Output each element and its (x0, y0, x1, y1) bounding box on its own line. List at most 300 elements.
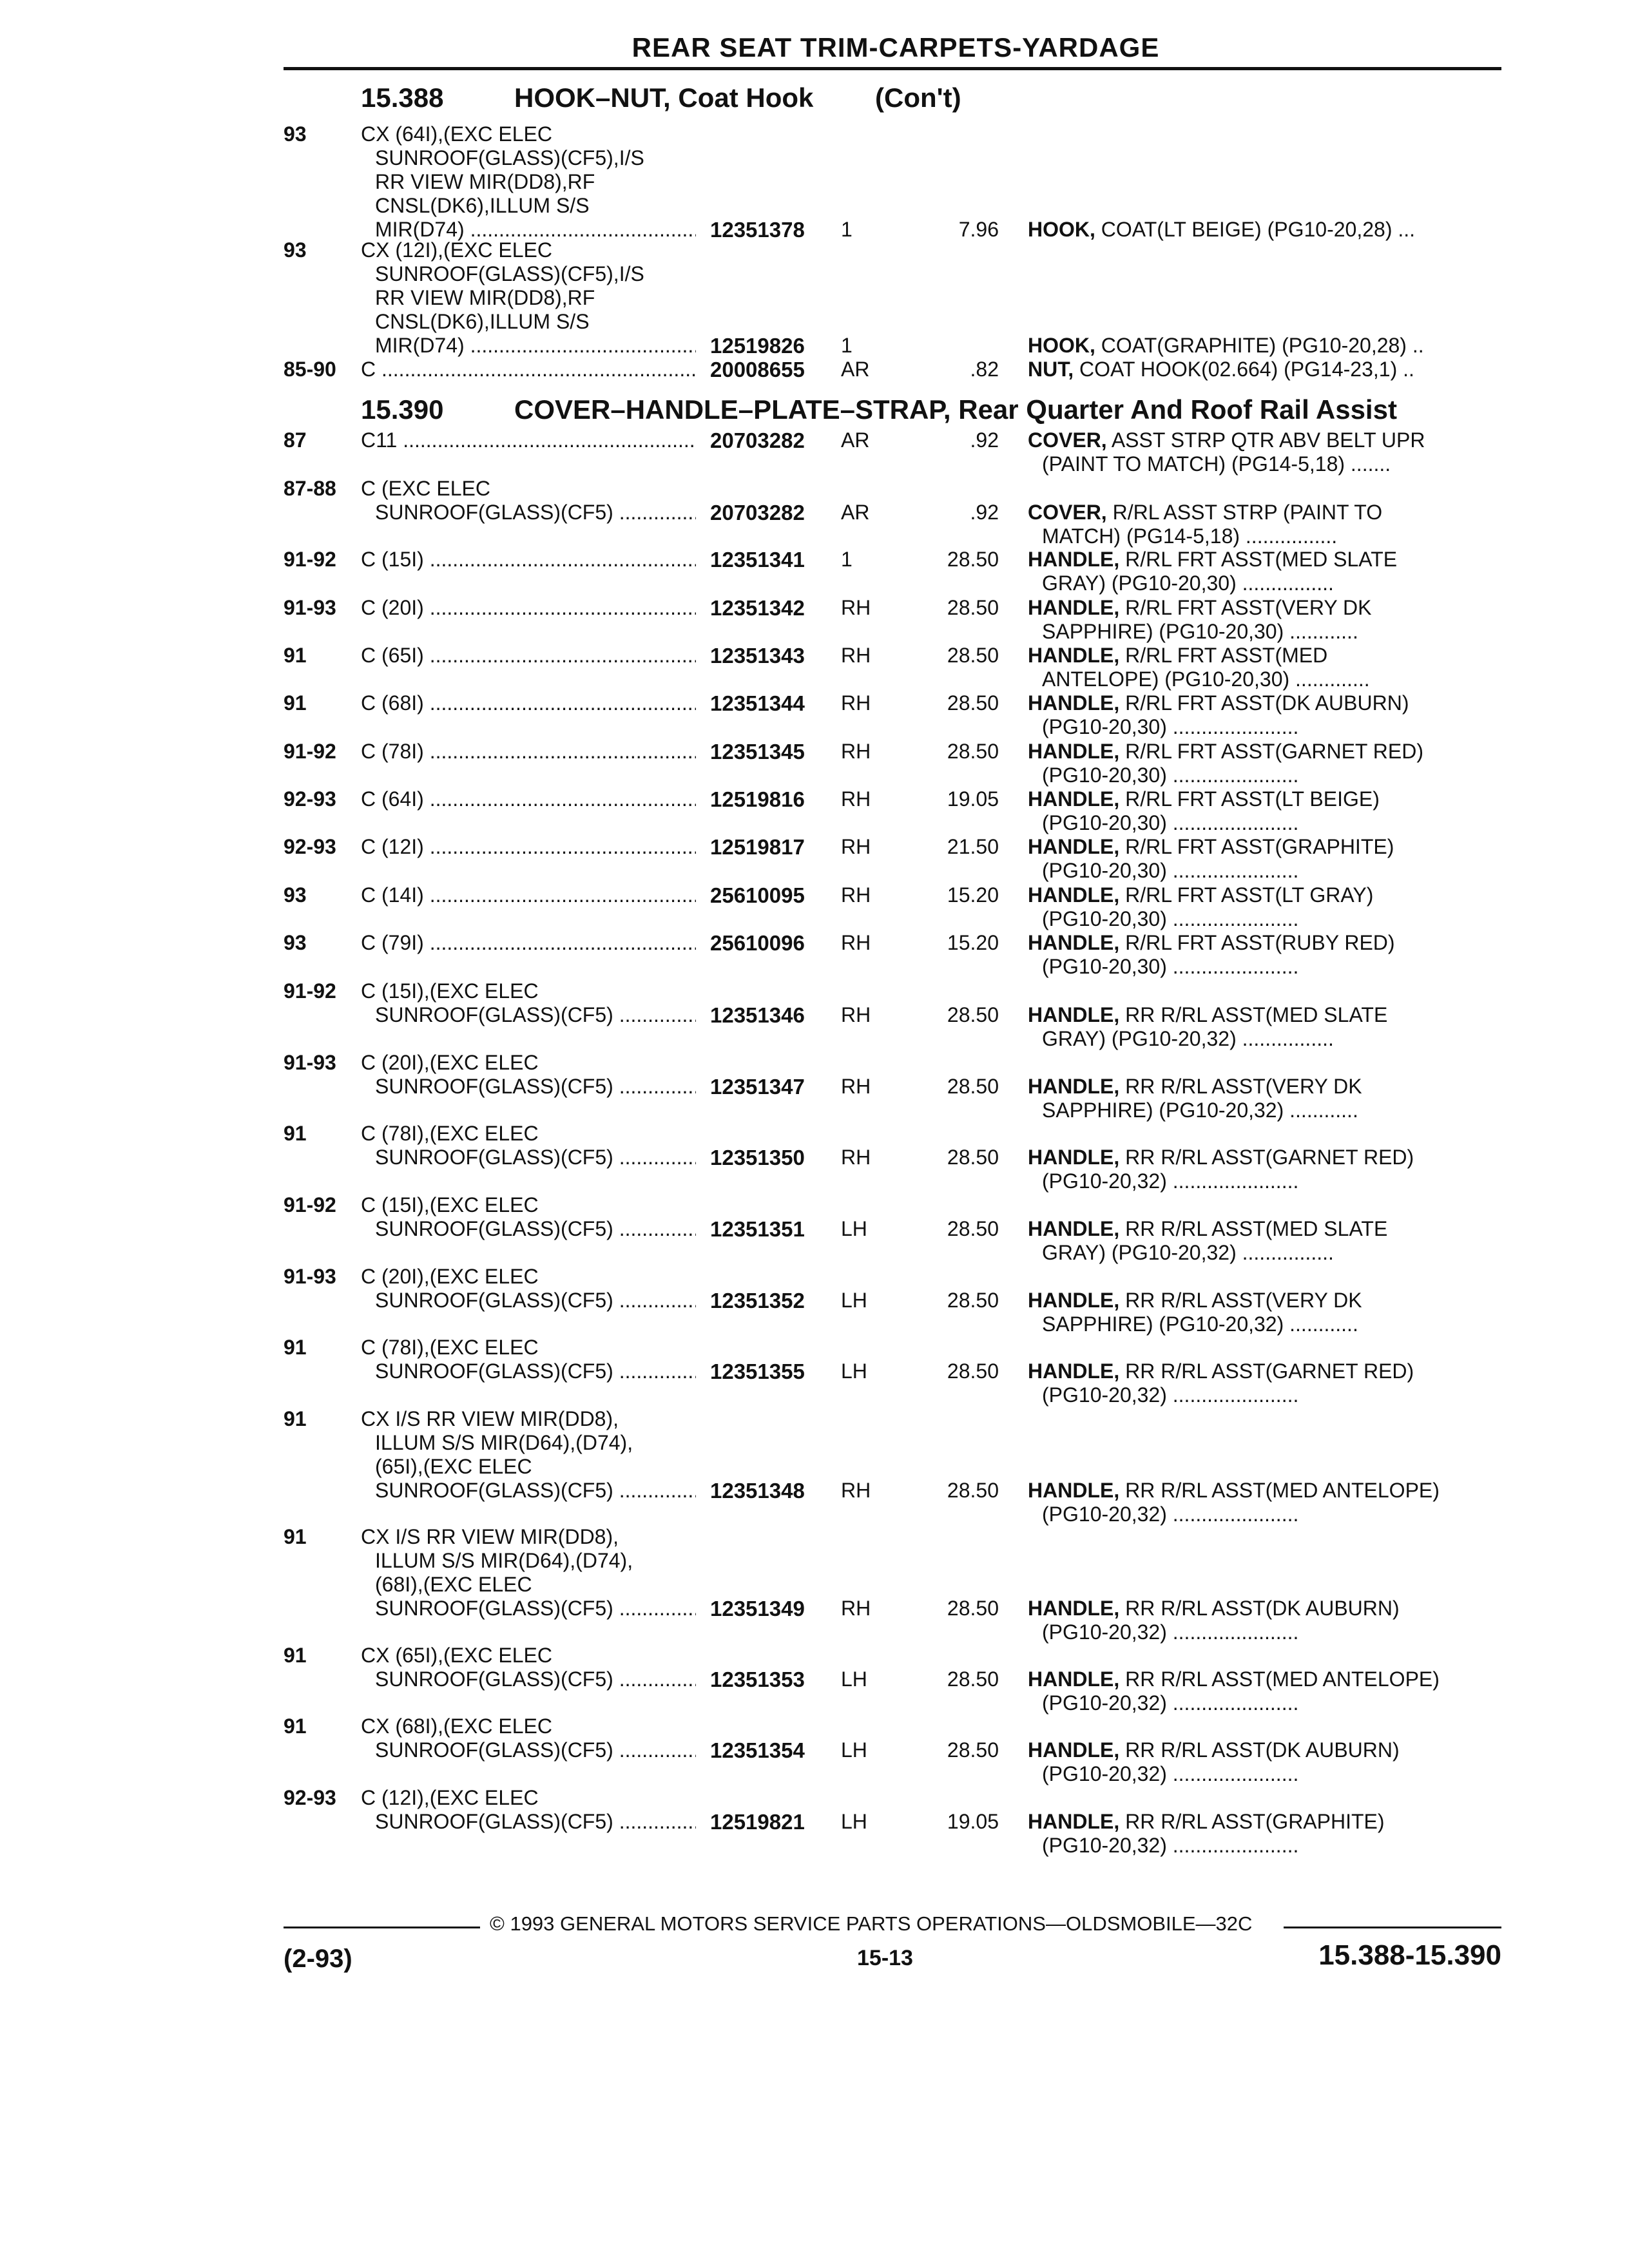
row-description (361, 931, 696, 955)
description-line: CNSL(DK6),ILLUM S/S (375, 310, 590, 333)
row-part-name (1028, 644, 1485, 691)
part-name-line (1028, 1691, 1485, 1715)
description-line: SUNROOF(GLASS)(CF5) ..... (361, 1075, 696, 1099)
description-line: (65I),(EXC ELEC (375, 1455, 532, 1478)
footer-date: (2-93) (284, 1945, 352, 1973)
row-year: 93 (284, 883, 307, 907)
part-name-text: R/RL FRT ASST(MED SLATE (1119, 548, 1398, 571)
description-line: C (20I) ..... (361, 596, 696, 620)
row-part-name (1028, 1738, 1485, 1786)
part-name-keyword: HANDLE, (1028, 1667, 1120, 1691)
description-line: C (EXC ELEC (361, 477, 490, 500)
row-price: 28.50 (947, 1075, 999, 1098)
row-year: 91 (284, 1122, 307, 1145)
part-name-text: (PG10-20,30) ...................... (1042, 955, 1299, 978)
part-name-line (1028, 740, 1485, 764)
part-name-text: GRAY) (PG10-20,30) ................ (1042, 572, 1334, 595)
part-name-line (1028, 907, 1485, 931)
row-part-name (1028, 548, 1485, 595)
description-line: ILLUM S/S MIR(D64),(D74), (375, 1549, 633, 1572)
part-name-line (1028, 501, 1485, 524)
row-quantity: RH (841, 835, 871, 858)
part-name-text: COAT(GRAPHITE) (PG10-20,28) .. (1095, 334, 1424, 357)
description-line: C ..... (361, 358, 696, 381)
part-name-text: (PG10-20,30) ...................... (1042, 907, 1299, 930)
part-name-line (1028, 452, 1485, 476)
row-quantity: LH (841, 1360, 867, 1383)
row-price: 7.96 (958, 218, 999, 241)
row-part-number: 12351346 (710, 1003, 805, 1027)
row-part-name (1028, 691, 1485, 739)
row-part-number: 20703282 (710, 501, 805, 524)
part-name-text: R/RL FRT ASST(GRAPHITE) (1119, 835, 1394, 858)
part-name-keyword: HANDLE, (1028, 835, 1120, 858)
part-name-line (1028, 955, 1485, 979)
row-description (361, 1525, 696, 1620)
part-name-line (1028, 596, 1485, 620)
part-name-line (1028, 835, 1485, 859)
part-name-text: COAT(LT BEIGE) (PG10-20,28) ... (1095, 218, 1416, 241)
part-name-text: GRAY) (PG10-20,32) ................ (1042, 1027, 1334, 1050)
part-name-line (1028, 931, 1485, 955)
part-name-line (1028, 811, 1485, 835)
part-name-keyword: HANDLE, (1028, 1075, 1120, 1098)
part-name-text: (PG10-20,32) ...................... (1042, 1169, 1299, 1193)
row-part-number: 12351351 (710, 1217, 805, 1241)
part-name-line (1028, 1360, 1485, 1383)
part-name-keyword: HOOK, (1028, 218, 1095, 241)
row-year: 91-92 (284, 740, 336, 763)
part-name-text: (PG10-20,32) ...................... (1042, 1762, 1299, 1785)
description-line: (68I),(EXC ELEC (375, 1573, 532, 1596)
part-name-text: (PG10-20,30) ...................... (1042, 715, 1299, 738)
row-price: 21.50 (947, 835, 999, 858)
description-line: C (65I) ..... (361, 644, 696, 668)
part-name-line (1028, 1383, 1485, 1407)
row-description (361, 1051, 696, 1099)
description-line: CX (12I),(EXC ELEC (361, 238, 552, 262)
part-name-keyword: HANDLE, (1028, 1738, 1120, 1762)
part-name-line (1028, 428, 1485, 452)
row-price: 28.50 (947, 1597, 999, 1620)
row-year: 92-93 (284, 835, 336, 858)
row-price: 15.20 (947, 931, 999, 954)
description-line: SUNROOF(GLASS)(CF5) ..... (361, 1146, 696, 1169)
section-continued: (Con't) (875, 82, 961, 113)
part-name-text: R/RL FRT ASST(LT BEIGE) (1119, 787, 1380, 811)
row-part-name (1028, 1360, 1485, 1407)
row-description (361, 691, 696, 715)
part-name-line (1028, 620, 1485, 644)
part-name-line (1028, 691, 1485, 715)
description-line: C11 ..... (361, 428, 696, 452)
part-name-text: RR R/RL ASST(GARNET RED) (1119, 1146, 1414, 1169)
footer-copyright: © 1993 GENERAL MOTORS SERVICE PARTS OPERATIONS—OLDSMOBILE—32C (490, 1912, 1253, 1935)
row-price: 28.50 (947, 1003, 999, 1026)
part-name-line (1028, 1027, 1485, 1051)
row-quantity: RH (841, 1597, 871, 1620)
row-year: 91 (284, 1715, 307, 1738)
row-part-number: 12351344 (710, 691, 805, 715)
part-name-line (1028, 1479, 1485, 1503)
row-part-number: 12351342 (710, 596, 805, 620)
part-name-text: (PAINT TO MATCH) (PG14-5,18) ....... (1042, 452, 1391, 476)
part-name-line (1028, 1075, 1485, 1099)
description-line: C (15I) ..... (361, 548, 696, 572)
part-name-line (1028, 859, 1485, 883)
row-year: 91-92 (284, 1193, 336, 1216)
row-description (361, 122, 696, 242)
row-part-name (1028, 428, 1485, 476)
row-part-name (1028, 596, 1485, 644)
part-name-text: SAPPHIRE) (PG10-20,30) ............ (1042, 620, 1358, 643)
row-part-name (1028, 358, 1485, 381)
description-line: C (78I),(EXC ELEC (361, 1336, 539, 1359)
row-year: 91 (284, 1336, 307, 1359)
row-price: 28.50 (947, 1360, 999, 1383)
row-quantity: RH (841, 691, 871, 715)
description-line: C (15I),(EXC ELEC (361, 979, 539, 1003)
part-name-line (1028, 883, 1485, 907)
page-title: REAR SEAT TRIM-CARPETS-YARDAGE (631, 32, 1160, 62)
row-part-name (1028, 334, 1485, 358)
description-line: SUNROOF(GLASS)(CF5) ..... (361, 1360, 696, 1383)
row-quantity: RH (841, 1003, 871, 1026)
row-description (361, 428, 696, 452)
part-name-text: (PG10-20,30) ...................... (1042, 811, 1299, 834)
row-year: 91 (284, 1525, 307, 1548)
part-name-keyword: HANDLE, (1028, 1479, 1120, 1502)
row-quantity: RH (841, 1146, 871, 1169)
description-line: C (20I),(EXC ELEC (361, 1051, 539, 1074)
footer-rule-right (1284, 1927, 1501, 1928)
row-quantity: RH (841, 931, 871, 954)
part-name-text: R/RL FRT ASST(VERY DK (1119, 596, 1372, 619)
row-price: 28.50 (947, 740, 999, 763)
part-name-line (1028, 1312, 1485, 1336)
part-name-text: R/RL FRT ASST(MED (1119, 644, 1328, 667)
part-name-keyword: COVER, (1028, 428, 1107, 452)
part-name-line (1028, 1217, 1485, 1241)
row-quantity: 1 (841, 218, 853, 241)
row-part-name (1028, 835, 1485, 883)
row-description (361, 883, 696, 907)
row-part-number: 12519817 (710, 835, 805, 859)
row-part-name (1028, 883, 1485, 931)
part-name-keyword: HANDLE, (1028, 596, 1120, 619)
part-name-text: SAPPHIRE) (PG10-20,32) ............ (1042, 1312, 1358, 1336)
part-name-line (1028, 787, 1485, 811)
row-description (361, 787, 696, 811)
description-line: SUNROOF(GLASS)(CF5) ..... (361, 1479, 696, 1503)
part-name-keyword: HANDLE, (1028, 548, 1120, 571)
row-part-name (1028, 1146, 1485, 1193)
row-year: 91 (284, 1644, 307, 1667)
description-line: SUNROOF(GLASS)(CF5) ..... (361, 501, 696, 524)
row-year: 85-90 (284, 358, 336, 381)
part-name-text: (PG10-20,32) ...................... (1042, 1503, 1299, 1526)
row-description (361, 1715, 696, 1762)
part-name-text: MATCH) (PG14-5,18) ................ (1042, 524, 1338, 548)
description-line: CNSL(DK6),ILLUM S/S (375, 194, 590, 217)
footer-section-range: 15.388-15.390 (1318, 1939, 1501, 1971)
row-year: 91-93 (284, 1265, 336, 1288)
description-line: SUNROOF(GLASS)(CF5) ..... (361, 1217, 696, 1241)
part-name-keyword: HANDLE, (1028, 1003, 1120, 1026)
part-name-keyword: HANDLE, (1028, 931, 1120, 954)
row-quantity: RH (841, 883, 871, 907)
part-name-keyword: HANDLE, (1028, 1146, 1120, 1169)
row-price: 28.50 (947, 644, 999, 667)
part-name-text: R/RL FRT ASST(DK AUBURN) (1119, 691, 1409, 715)
part-name-text: SAPPHIRE) (PG10-20,32) ............ (1042, 1099, 1358, 1122)
row-description (361, 1336, 696, 1383)
part-name-keyword: HANDLE, (1028, 1597, 1120, 1620)
part-name-line (1028, 1003, 1485, 1027)
part-name-keyword: HANDLE, (1028, 1217, 1120, 1240)
row-part-name (1028, 1667, 1485, 1715)
row-price: 19.05 (947, 787, 999, 811)
row-part-name (1028, 1289, 1485, 1336)
footer-page-number: 15-13 (857, 1946, 913, 1970)
part-name-keyword: HOOK, (1028, 334, 1095, 357)
part-name-text: R/RL ASST STRP (PAINT TO (1106, 501, 1383, 524)
row-part-number: 12351349 (710, 1597, 805, 1620)
description-line: RR VIEW MIR(DD8),RF (375, 286, 595, 309)
part-name-text: R/RL FRT ASST(LT GRAY) (1119, 883, 1374, 907)
row-year: 93 (284, 122, 307, 146)
part-name-text: R/RL FRT ASST(RUBY RED) (1119, 931, 1395, 954)
part-name-line (1028, 572, 1485, 595)
description-line: SUNROOF(GLASS)(CF5) ..... (361, 1667, 696, 1691)
row-quantity: RH (841, 1479, 871, 1502)
part-name-text: (PG10-20,32) ...................... (1042, 1691, 1299, 1715)
row-part-name (1028, 501, 1485, 548)
description-line: SUNROOF(GLASS)(CF5) ..... (361, 1289, 696, 1312)
row-year: 91-93 (284, 1051, 336, 1074)
row-price: 28.50 (947, 596, 999, 619)
row-part-name (1028, 1810, 1485, 1858)
row-part-name (1028, 1075, 1485, 1122)
footer-rule-left (284, 1927, 480, 1928)
section-number: 15.388 (361, 82, 444, 113)
row-part-number: 12351350 (710, 1146, 805, 1169)
row-year: 93 (284, 931, 307, 954)
row-price: 28.50 (947, 1479, 999, 1502)
part-name-keyword: HANDLE, (1028, 691, 1120, 715)
part-name-keyword: HANDLE, (1028, 740, 1120, 763)
part-name-line (1028, 1667, 1485, 1691)
part-name-text: RR R/RL ASST(GARNET RED) (1119, 1360, 1414, 1383)
description-line: CX (64I),(EXC ELEC (361, 122, 552, 146)
section-number: 15.390 (361, 394, 444, 425)
row-year: 91 (284, 1407, 307, 1430)
part-name-line (1028, 1834, 1485, 1858)
section-title: HOOK–NUT, Coat Hook (514, 82, 814, 113)
description-line: SUNROOF(GLASS)(CF5) ..... (361, 1810, 696, 1834)
row-quantity: RH (841, 787, 871, 811)
part-name-line (1028, 1146, 1485, 1169)
row-price: 28.50 (947, 1289, 999, 1312)
row-price: .92 (970, 501, 999, 524)
row-quantity: LH (841, 1667, 867, 1691)
description-line: ILLUM S/S MIR(D64),(D74), (375, 1431, 633, 1454)
description-line: C (78I),(EXC ELEC (361, 1122, 539, 1145)
row-year: 91 (284, 691, 307, 715)
description-line: C (64I) ..... (361, 787, 696, 811)
part-name-text: (PG10-20,30) ...................... (1042, 764, 1299, 787)
row-part-name (1028, 931, 1485, 979)
part-name-text: RR R/RL ASST(MED SLATE (1119, 1003, 1388, 1026)
part-name-line (1028, 358, 1485, 381)
row-part-number: 12351354 (710, 1738, 805, 1762)
row-description (361, 548, 696, 572)
description-line: SUNROOF(GLASS)(CF5) ..... (361, 1738, 696, 1762)
part-name-text: COAT HOOK(02.664) (PG14-23,1) .. (1074, 358, 1414, 381)
row-description (361, 644, 696, 668)
row-part-number: 12351343 (710, 644, 805, 668)
row-description (361, 477, 696, 524)
row-price: 28.50 (947, 548, 999, 571)
row-part-name (1028, 740, 1485, 787)
row-description (361, 1407, 696, 1503)
part-name-keyword: NUT, (1028, 358, 1074, 381)
part-name-line (1028, 524, 1485, 548)
row-description (361, 740, 696, 764)
description-line: C (14I) ..... (361, 883, 696, 907)
part-name-text: (PG10-20,32) ...................... (1042, 1383, 1299, 1407)
row-part-name (1028, 1479, 1485, 1526)
row-part-name (1028, 1597, 1485, 1644)
row-year: 87 (284, 428, 307, 452)
row-quantity: LH (841, 1738, 867, 1762)
description-line: C (79I) ..... (361, 931, 696, 955)
part-name-text: (PG10-20,32) ...................... (1042, 1834, 1299, 1857)
description-line: MIR(D74) ..... (361, 218, 696, 242)
part-name-text: RR R/RL ASST(VERY DK (1119, 1075, 1362, 1098)
description-line: CX I/S RR VIEW MIR(DD8), (361, 1525, 619, 1548)
row-quantity: LH (841, 1810, 867, 1833)
description-line: SUNROOF(GLASS)(CF5) ..... (361, 1003, 696, 1027)
row-quantity: 1 (841, 334, 853, 357)
row-year: 91 (284, 644, 307, 667)
part-name-keyword: HANDLE, (1028, 1810, 1120, 1833)
part-name-keyword: HANDLE, (1028, 787, 1120, 811)
part-name-line (1028, 644, 1485, 668)
row-part-number: 12519816 (710, 787, 805, 811)
row-description (361, 1644, 696, 1691)
part-name-line (1028, 334, 1485, 358)
description-line: C (20I),(EXC ELEC (361, 1265, 539, 1288)
part-name-line (1028, 764, 1485, 787)
part-name-text: GRAY) (PG10-20,32) ................ (1042, 1241, 1334, 1264)
row-part-number: 20703282 (710, 428, 805, 452)
part-name-line (1028, 1169, 1485, 1193)
part-name-keyword: HANDLE, (1028, 644, 1120, 667)
row-price: 28.50 (947, 1146, 999, 1169)
row-quantity: RH (841, 596, 871, 619)
description-line: C (78I) ..... (361, 740, 696, 764)
row-part-number: 25610096 (710, 931, 805, 955)
description-line: CX (68I),(EXC ELEC (361, 1715, 552, 1738)
row-description (361, 596, 696, 620)
description-line: CX (65I),(EXC ELEC (361, 1644, 552, 1667)
section-title: COVER–HANDLE–PLATE–STRAP, Rear Quarter And Roof Rail Assist (514, 394, 1397, 425)
description-line: RR VIEW MIR(DD8),RF (375, 170, 595, 193)
row-price: .82 (970, 358, 999, 381)
row-quantity: RH (841, 1075, 871, 1098)
row-description (361, 238, 696, 358)
row-part-name (1028, 218, 1485, 242)
part-name-keyword: COVER, (1028, 501, 1107, 524)
row-price: .92 (970, 428, 999, 452)
row-part-number: 12351352 (710, 1289, 805, 1312)
description-line: SUNROOF(GLASS)(CF5),I/S (375, 146, 644, 169)
part-name-text: (PG10-20,32) ...................... (1042, 1620, 1299, 1644)
row-part-number: 12351341 (710, 548, 805, 572)
part-name-keyword: HANDLE, (1028, 1360, 1120, 1383)
row-price: 19.05 (947, 1810, 999, 1833)
row-year: 92-93 (284, 1786, 336, 1809)
part-name-keyword: HANDLE, (1028, 883, 1120, 907)
row-description (361, 1122, 696, 1169)
part-name-text: ASST STRP QTR ABV BELT UPR (1106, 428, 1425, 452)
part-name-line (1028, 1289, 1485, 1312)
row-description (361, 835, 696, 859)
part-name-text: (PG10-20,30) ...................... (1042, 859, 1299, 882)
part-name-text: RR R/RL ASST(MED ANTELOPE) (1119, 1479, 1440, 1502)
row-year: 91-92 (284, 548, 336, 571)
row-part-name (1028, 1217, 1485, 1265)
part-name-text: RR R/RL ASST(DK AUBURN) (1119, 1597, 1400, 1620)
part-name-line (1028, 1762, 1485, 1786)
header-rule (284, 67, 1501, 70)
row-quantity: RH (841, 740, 871, 763)
part-name-line (1028, 1099, 1485, 1122)
description-line: SUNROOF(GLASS)(CF5) ..... (361, 1597, 696, 1620)
part-name-line (1028, 548, 1485, 572)
description-line: MIR(D74) ..... (361, 334, 696, 358)
description-line: C (68I) ..... (361, 691, 696, 715)
row-description (361, 358, 696, 381)
part-name-text: RR R/RL ASST(VERY DK (1119, 1289, 1362, 1312)
row-part-number: 20008655 (710, 358, 805, 381)
description-line: C (12I),(EXC ELEC (361, 1786, 539, 1809)
row-quantity: AR (841, 428, 870, 452)
part-name-line (1028, 1620, 1485, 1644)
row-part-name (1028, 787, 1485, 835)
row-description (361, 1786, 696, 1834)
part-name-line (1028, 1738, 1485, 1762)
part-name-line (1028, 1597, 1485, 1620)
description-line: CX I/S RR VIEW MIR(DD8), (361, 1407, 619, 1430)
description-line: SUNROOF(GLASS)(CF5),I/S (375, 262, 644, 285)
row-part-number: 12519826 (710, 334, 805, 358)
row-part-number: 12351353 (710, 1667, 805, 1691)
row-part-number: 12351348 (710, 1479, 805, 1503)
part-name-text: RR R/RL ASST(GRAPHITE) (1119, 1810, 1385, 1833)
description-line: C (15I),(EXC ELEC (361, 1193, 539, 1216)
row-part-name (1028, 1003, 1485, 1051)
part-name-keyword: HANDLE, (1028, 1289, 1120, 1312)
row-year: 93 (284, 238, 307, 262)
part-name-text: R/RL FRT ASST(GARNET RED) (1119, 740, 1423, 763)
part-name-text: RR R/RL ASST(MED ANTELOPE) (1119, 1667, 1440, 1691)
row-quantity: RH (841, 644, 871, 667)
row-part-number: 12351355 (710, 1360, 805, 1383)
part-name-line (1028, 218, 1485, 242)
row-quantity: LH (841, 1289, 867, 1312)
